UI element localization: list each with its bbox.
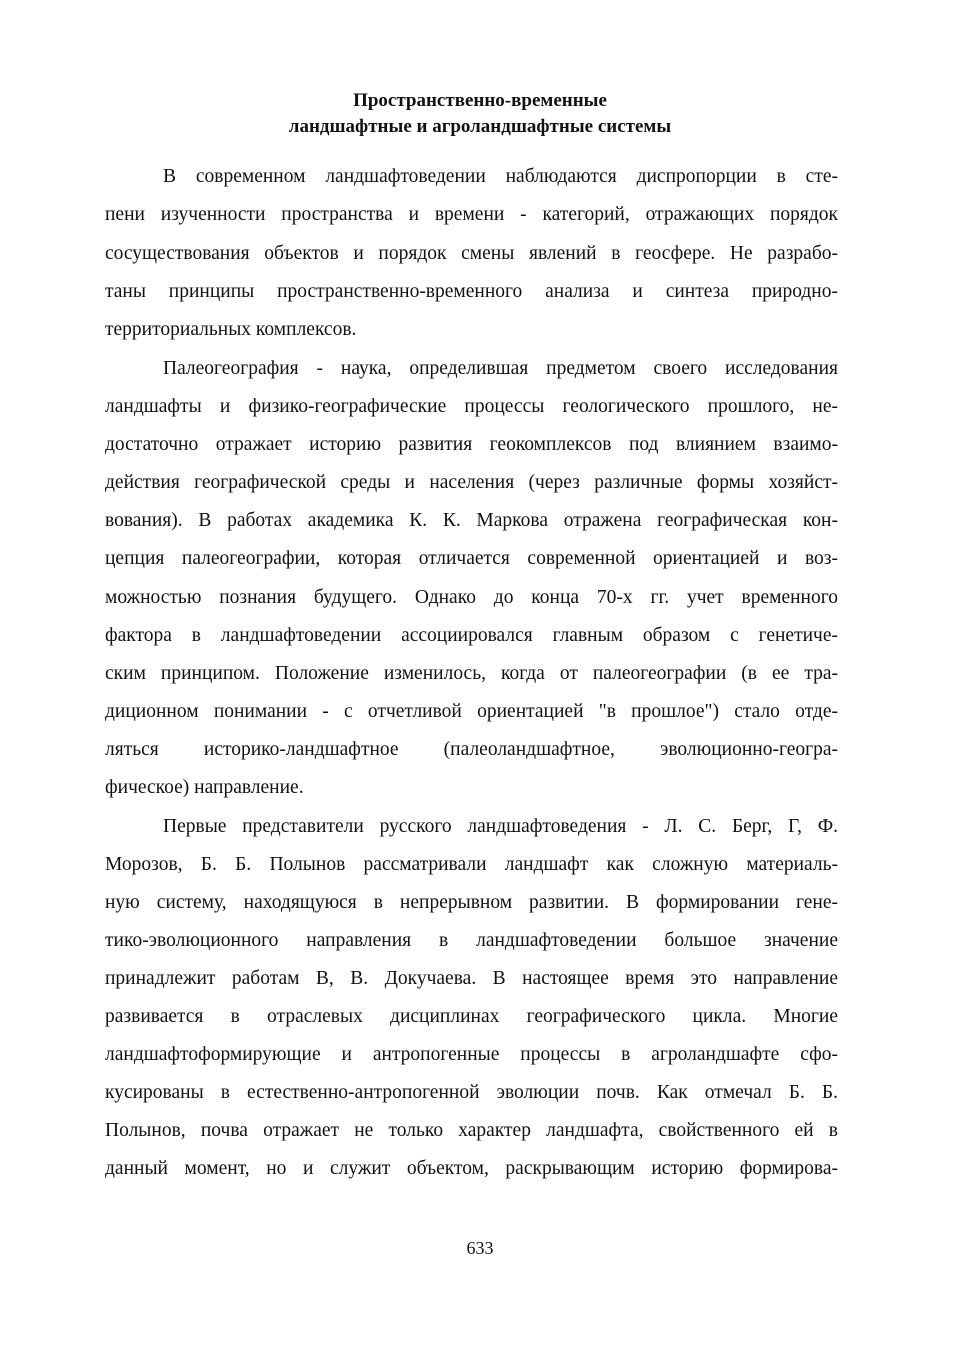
text-line: данный момент, но и служит объектом, раскрывающим историю формирова-: [105, 1158, 838, 1179]
text-line: кусированы в естественно-антропогенной эволюции почв. Как отмечал Б. Б.: [105, 1082, 838, 1103]
text-line: фическое) направление.: [105, 777, 304, 798]
text-line: Палеогеография - наука, определившая предметом своего исследования: [163, 358, 838, 379]
text-line: достаточно отражает историю развития геокомплексов под влиянием взаимо-: [105, 434, 838, 455]
text-line: сосуществования объектов и порядок смены явлений в геосфере. Не разрабо-: [105, 243, 838, 264]
text-line: фактора в ландшафтоведении ассоциировался главным образом с генетиче-: [105, 625, 838, 646]
page-number: 633: [466, 1238, 494, 1258]
text-line: Первые представители русского ландшафтоведения - Л. С. Берг, Г, Ф.: [163, 816, 838, 837]
text-line: таны принципы пространственно-временного анализа и синтеза природно-: [105, 281, 838, 302]
text-line: В современном ландшафтоведении наблюдаются диспропорции в сте-: [163, 166, 838, 187]
text-line: ную систему, находящуюся в непрерывном развитии. В формировании гене-: [105, 892, 838, 913]
title-line-2: ландшафтные и агроландшафтные системы: [288, 116, 672, 137]
text-line: ским принципом. Положение изменилось, когда от палеогеографии (в ее тра-: [105, 663, 838, 684]
text-line: вования). В работах академика К. К. Маркова отражена географическая кон-: [105, 510, 838, 531]
text-line: ландшафты и физико-географические процессы геологического прошлого, не-: [105, 396, 838, 417]
text-line: тико-эволюционного направления в ландшафтоведении большое значение: [105, 930, 838, 951]
text-line: развивается в отраслевых дисциплинах географического цикла. Многие: [105, 1006, 838, 1027]
text-line: можностью познания будущего. Однако до конца 70-х гг. учет временного: [105, 587, 838, 608]
text-line: ляться историко-ландшафтное (палеоландшафтное, эволюционно-геогра-: [105, 739, 838, 760]
text-line: Морозов, Б. Б. Полынов рассматривали ландшафт как сложную материаль-: [105, 854, 838, 875]
text-line: Полынов, почва отражает не только характер ландшафта, свойственного ей в: [105, 1120, 838, 1141]
text-line: пени изученности пространства и времени - категорий, отражающих порядок: [105, 204, 838, 225]
title-line-1: Пространственно-временные: [353, 90, 607, 111]
text-line: цепция палеогеографии, которая отличается современной ориентацией и воз-: [105, 548, 838, 569]
section-title: [0, 88, 960, 140]
text-line: диционном понимании - с отчетливой ориентацией "в прошлое") стало отде-: [105, 701, 838, 722]
text-line: ландшафтоформирующие и антропогенные процессы в агроландшафте сфо-: [105, 1044, 838, 1065]
text-line: территориальных комплексов.: [105, 319, 357, 340]
text-line: действия географической среды и населения (через различные формы хозяйст-: [105, 472, 838, 493]
text-line: принадлежит работам В, В. Докучаева. В настоящее время это направление: [105, 968, 838, 989]
